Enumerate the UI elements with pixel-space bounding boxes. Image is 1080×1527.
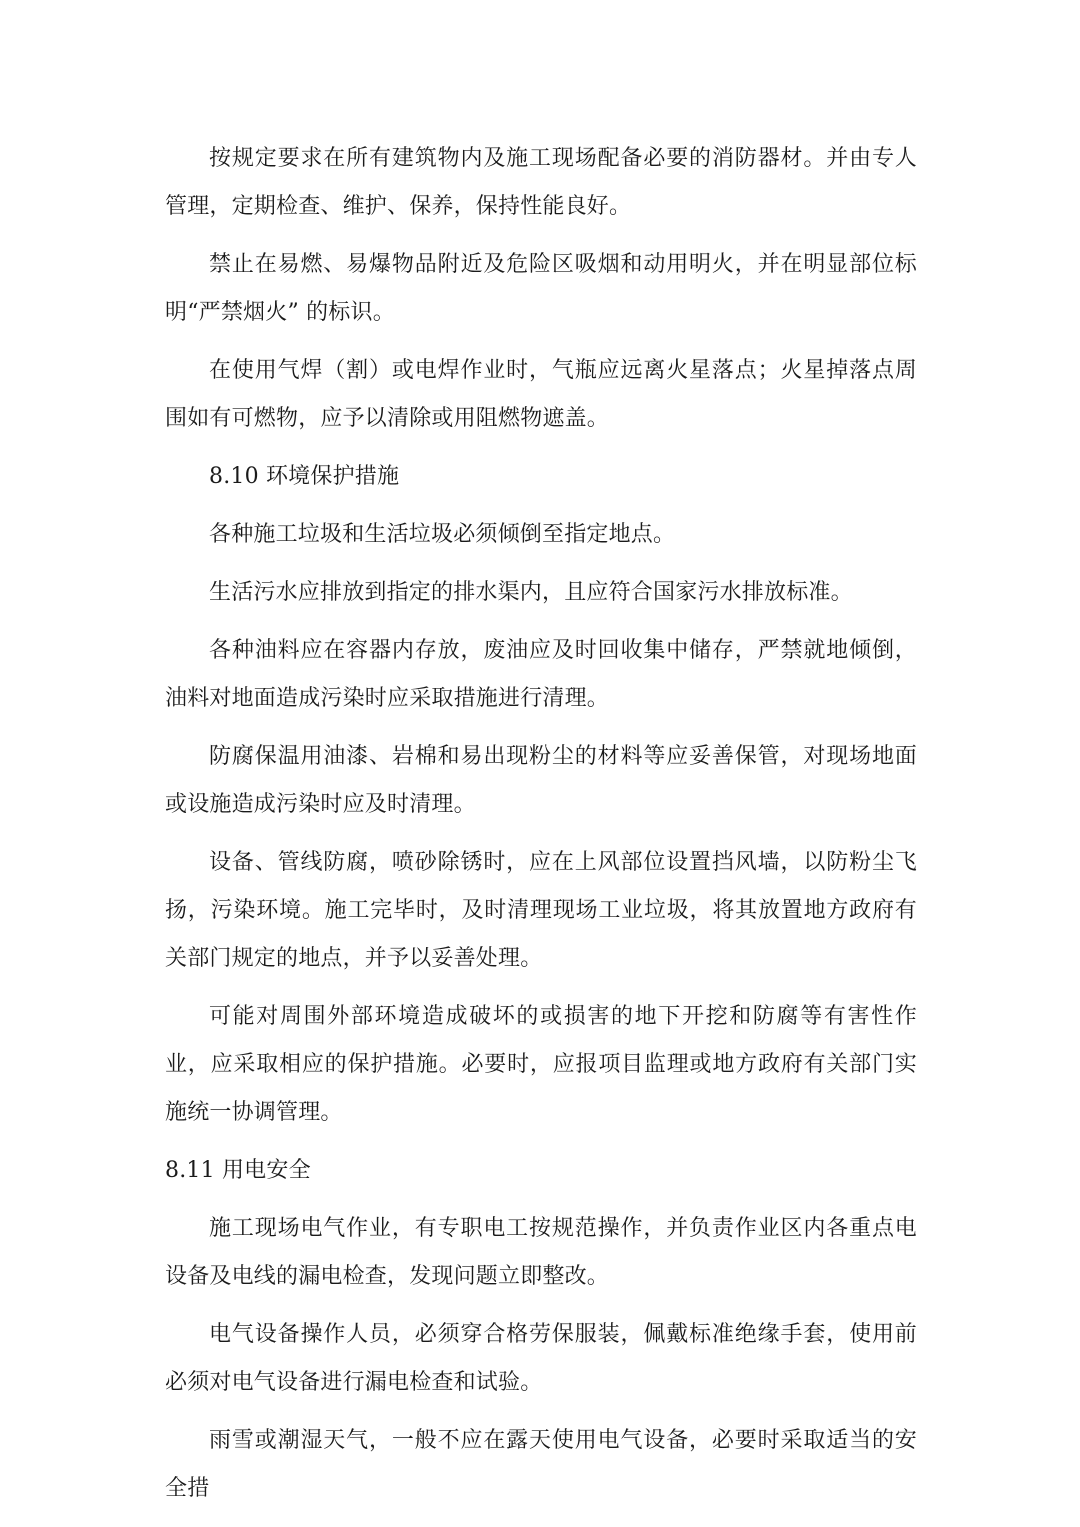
section-heading-electrical: 8.11 用电安全 [165, 1158, 311, 1183]
paragraph-anticorrosion-materials: 防腐保温用油漆、岩棉和易出现粉尘的材料等应妥善保管，对现场地面或设施造成污染时应及时清理。 [165, 744, 917, 817]
paragraph-garbage: 各种施工垃圾和生活垃圾必须倾倒至指定地点。 [209, 522, 676, 547]
paragraph-no-smoking: 禁止在易燃、易爆物品附近及危险区吸烟和动用明火，并在明显部位标明“严禁烟火” 的标识。 [165, 252, 917, 325]
paragraph-sandblasting: 设备、管线防腐，喷砂除锈时，应在上风部位设置挡风墙，以防粉尘飞扬，污染环境。施工完毕时，及时清理现场工业垃圾，将其放置地方政府有关部门规定的地点，并予以妥善处理。 [165, 850, 917, 971]
section-heading-environment: 8.10 环境保护措施 [209, 464, 400, 489]
paragraph-electrical-work: 施工现场电气作业，有专职电工按规范操作，并负责作业区内各重点电设备及电线的漏电检查，发现问题立即整改。 [165, 1216, 917, 1289]
document-page [165, 135, 917, 1523]
paragraph-hazardous-work: 可能对周围外部环境造成破坏的或损害的地下开挖和防腐等有害性作业，应采取相应的保护措施。必要时，应报项目监理或地方政府有关部门实施统一协调管理。 [165, 1004, 917, 1125]
paragraph-electrical-operators: 电气设备操作人员，必须穿合格劳保服装，佩戴标准绝缘手套，使用前必须对电气设备进行漏电检查和试验。 [165, 1322, 917, 1395]
paragraph-fire-equipment: 按规定要求在所有建筑物内及施工现场配备必要的消防器材。并由专人管理，定期检查、维护、保养，保持性能良好。 [165, 146, 917, 219]
paragraph-sewage: 生活污水应排放到指定的排水渠内，且应符合国家污水排放标准。 [209, 580, 853, 605]
paragraph-wet-weather: 雨雪或潮湿天气，一般不应在露天使用电气设备，必要时采取适当的安全措 [165, 1428, 917, 1501]
paragraph-oil-storage: 各种油料应在容器内存放，废油应及时回收集中储存，严禁就地倾倒，油料对地面造成污染时应采取措施进行清理。 [165, 638, 917, 711]
paragraph-welding: 在使用气焊（割）或电焊作业时，气瓶应远离火星落点；火星掉落点周围如有可燃物，应予以清除或用阻燃物遮盖。 [165, 358, 917, 431]
